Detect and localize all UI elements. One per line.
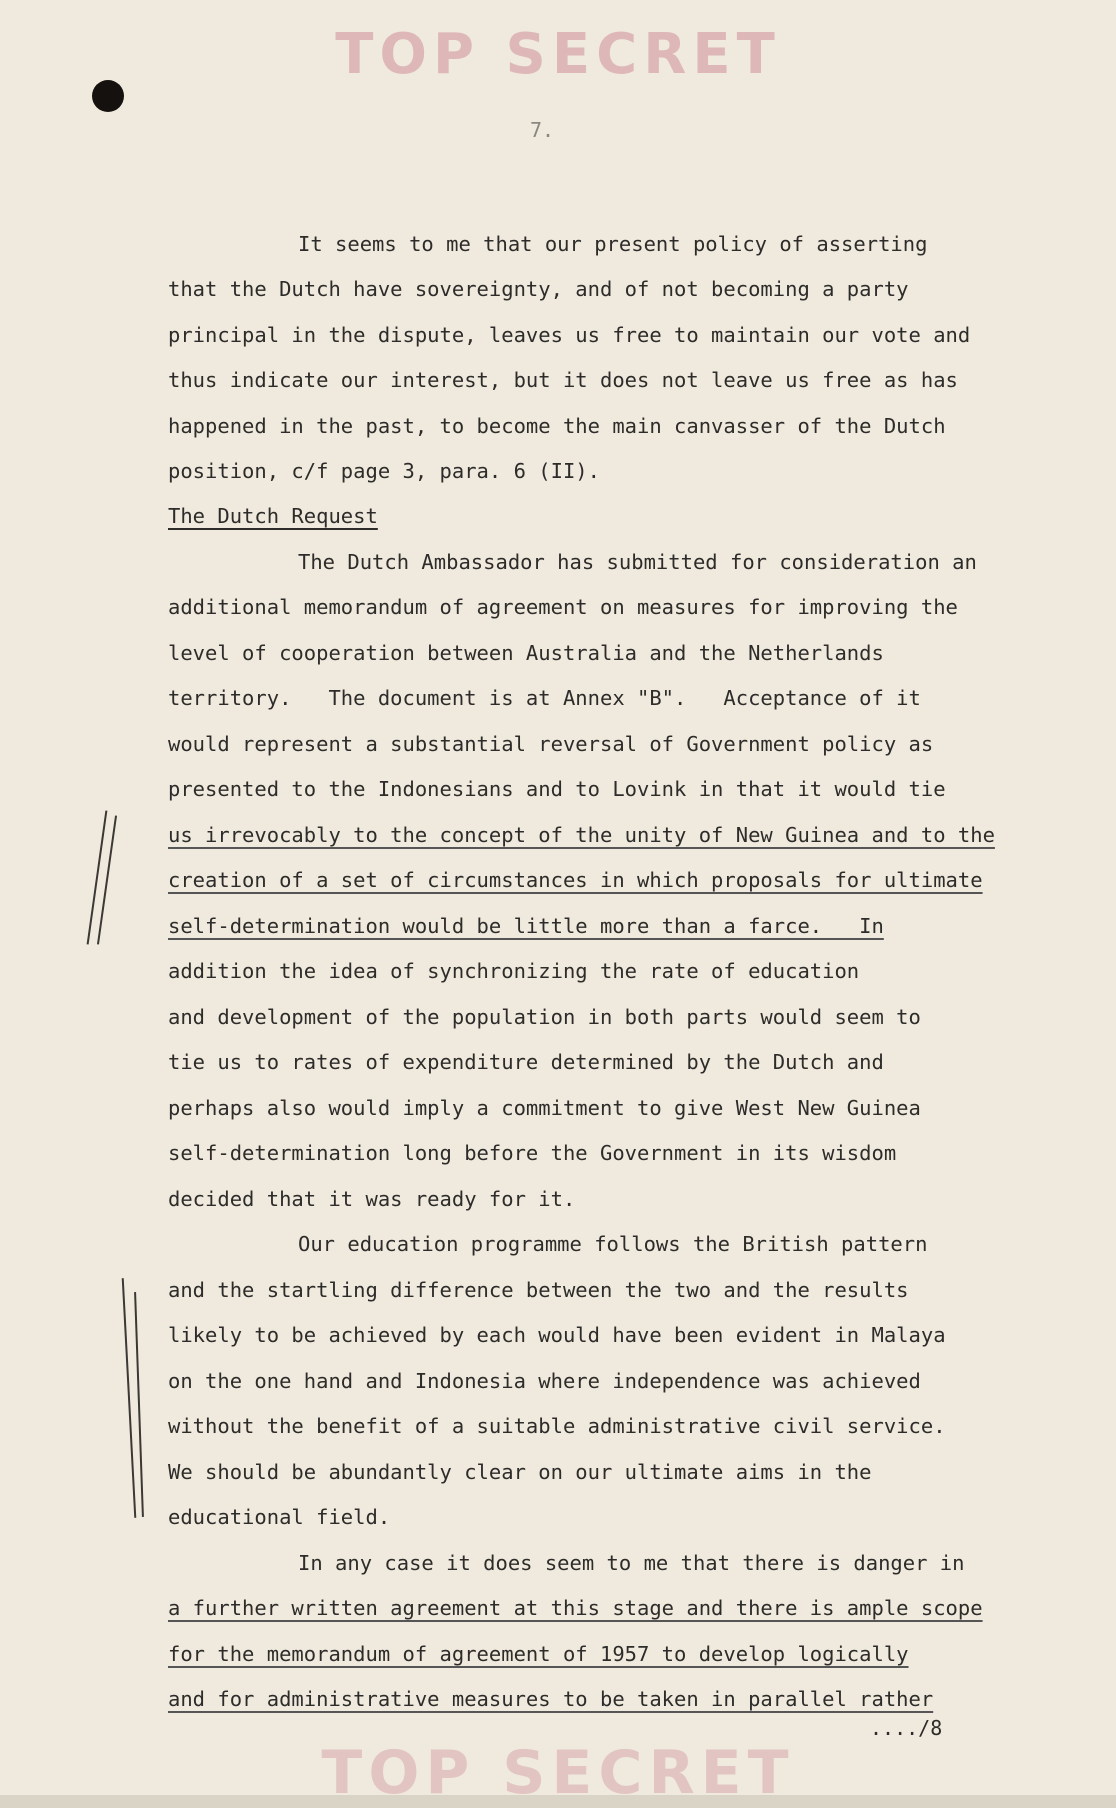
top-secret-stamp-bottom: TOP SECRET [321, 1738, 795, 1808]
text-line: Our education programme follows the British pattern [298, 1232, 928, 1256]
underlined-text-line: for the memorandum of agreement of 1957 to develop logically [168, 1642, 909, 1666]
text-line: that the Dutch have sovereignty, and of not becoming a party [168, 277, 909, 301]
text-line: without the benefit of a suitable administrative civil service. [168, 1414, 946, 1438]
underlined-text-line: and for administrative measures to be taken in parallel rather [168, 1687, 934, 1711]
text-line: We should be abundantly clear on our ultimate aims in the [168, 1460, 872, 1484]
text-line: addition the idea of synchronizing the rate of education [168, 959, 860, 983]
underlined-text-line: creation of a set of circumstances in which proposals for ultimate [168, 868, 983, 892]
text-line: perhaps also would imply a commitment to give West New Guinea [168, 1096, 921, 1120]
page-number: 7. [530, 118, 555, 142]
text-line: tie us to rates of expenditure determined by the Dutch and [168, 1050, 884, 1074]
underlined-text-line: us irrevocably to the concept of the unity of New Guinea and to the [168, 823, 995, 847]
text-line: decided that it was ready for it. [168, 1187, 576, 1211]
text-line: happened in the past, to become the main canvasser of the Dutch [168, 414, 946, 438]
text-line: territory. The document is at Annex "B". Acceptance of it [168, 686, 921, 710]
text-line: The Dutch Ambassador has submitted for consideration an [298, 550, 977, 574]
text-line: position, c/f page 3, para. 6 (II). [168, 459, 600, 483]
underlined-text-line: self-determination would be little more than a farce. In [168, 914, 884, 938]
text-line: educational field. [168, 1505, 391, 1529]
text-line: thus indicate our interest, but it does not leave us free as has [168, 368, 958, 392]
text-line: and the startling difference between the two and the results [168, 1278, 909, 1302]
text-line: self-determination long before the Government in its wisdom [168, 1141, 897, 1165]
underlined-text-line: a further written agreement at this stage and there is ample scope [168, 1596, 983, 1620]
text-line: It seems to me that our present policy of asserting [298, 232, 928, 256]
text-line: on the one hand and Indonesia where independence was achieved [168, 1369, 921, 1393]
top-secret-stamp-top: TOP SECRET [335, 22, 781, 87]
text-line: likely to be achieved by each would have been evident in Malaya [168, 1323, 946, 1347]
text-line: presented to the Indonesians and to Lovink in that it would tie [168, 777, 946, 801]
text-line: additional memorandum of agreement on measures for improving the [168, 595, 958, 619]
text-line: principal in the dispute, leaves us free to maintain our vote and [168, 323, 971, 347]
section-heading: The Dutch Request [168, 504, 378, 528]
text-line: In any case it does seem to me that there is danger in [298, 1551, 965, 1575]
text-line: would represent a substantial reversal of Government policy as [168, 732, 934, 756]
text-line: and development of the population in both parts would seem to [168, 1005, 921, 1029]
text-line: level of cooperation between Australia and the Netherlands [168, 641, 884, 665]
continuation-marker: ..../8 [870, 1716, 943, 1740]
